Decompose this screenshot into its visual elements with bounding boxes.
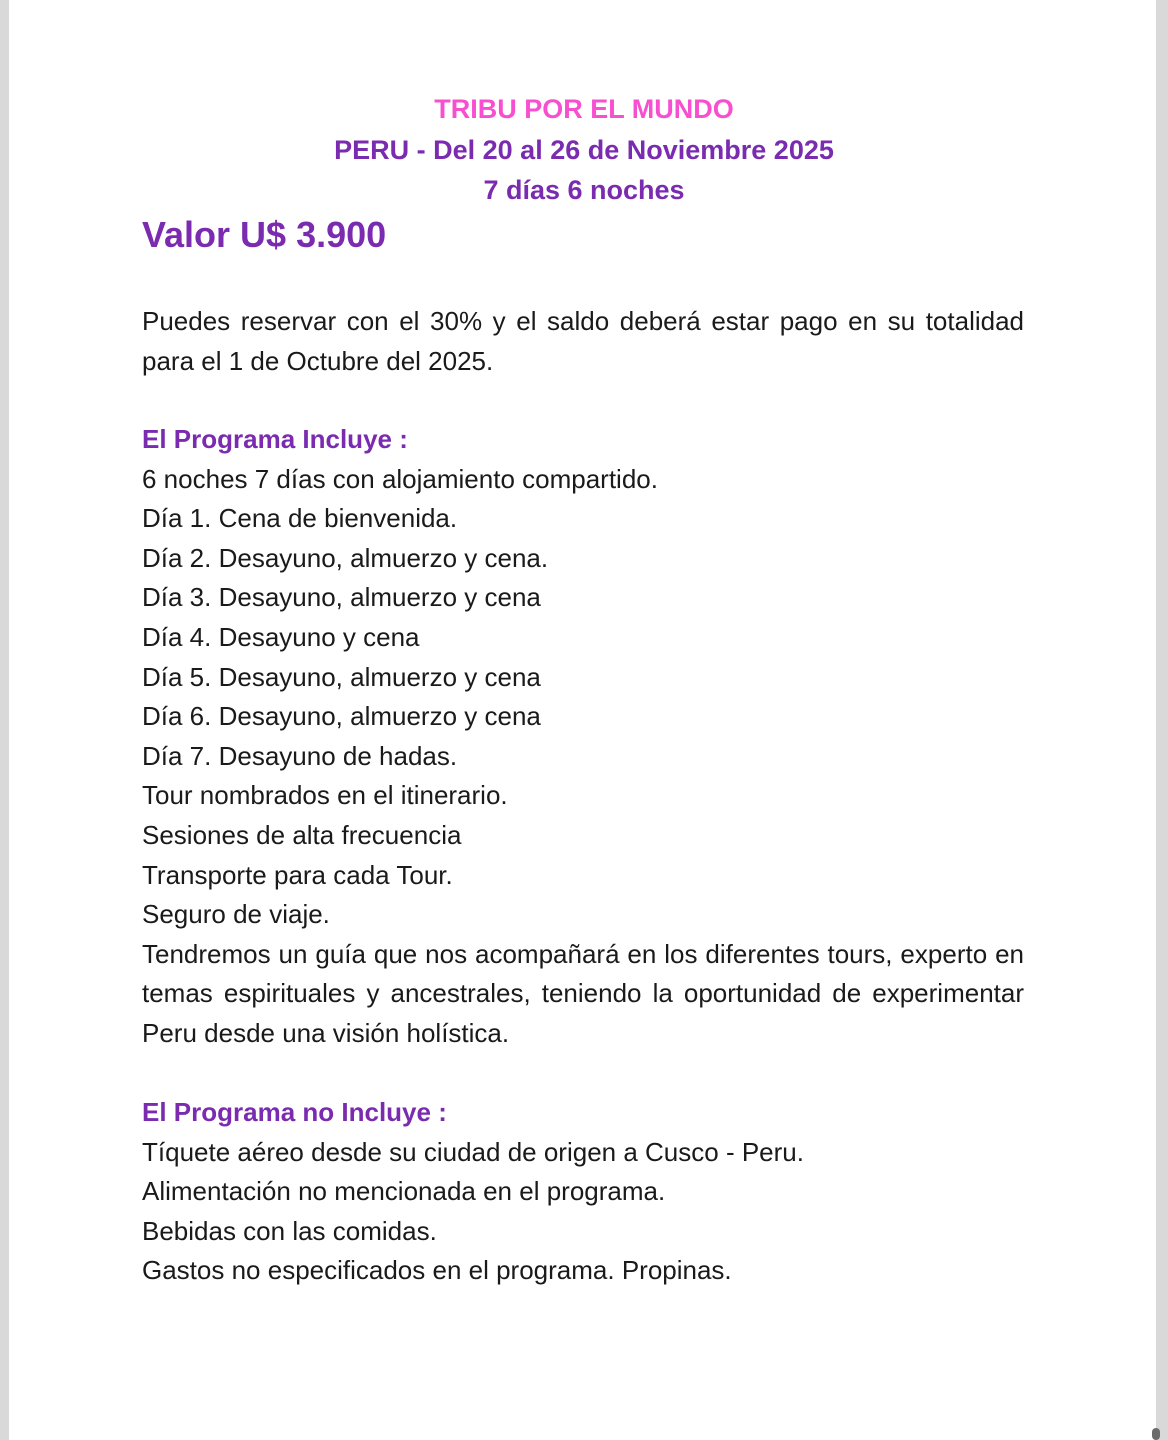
list-item: Día 3. Desayuno, almuerzo y cena [142, 582, 541, 613]
includes-list [142, 460, 1024, 935]
list-item: Día 4. Desayuno y cena [142, 621, 420, 652]
includes-heading: El Programa Incluye : [142, 424, 408, 454]
list-item: Sesiones de alta frecuencia [142, 819, 462, 850]
trip-price: Valor U$ 3.900 [142, 214, 387, 255]
list-item: Seguro de viaje. [142, 899, 330, 930]
includes-section [142, 420, 1024, 1054]
trip-dates: PERU - Del 20 al 26 de Noviembre 2025 [334, 135, 834, 165]
list-item: Bebidas con las comidas. [142, 1215, 437, 1246]
list-item: Transporte para cada Tour. [142, 859, 453, 890]
guide-note: Tendremos un guía que nos acompañará en los diferentes tours, experto en temas espirituales y ancestrales, teniendo la oportunidad de experimentar Peru desde una visión holística. [142, 938, 1024, 1048]
list-item: Alimentación no mencionada en el programa. [142, 1176, 666, 1207]
list-item: Día 1. Cena de bienvenida. [142, 503, 458, 534]
reservation-note: Puedes reservar con el 30% y el saldo deberá estar pago en su totalidad para el 1 de Octubre del 2025. [142, 306, 1024, 376]
list-item: Tíquete aéreo desde su ciudad de origen a Cusco - Peru. [142, 1136, 804, 1167]
list-item: Día 7. Desayuno de hadas. [142, 740, 458, 771]
list-item: Tour nombrados en el itinerario. [142, 780, 508, 811]
list-item: Gastos no especificados en el programa. Propinas. [142, 1255, 732, 1286]
excludes-list [142, 1133, 1024, 1291]
document-title: TRIBU POR EL MUNDO [434, 94, 734, 124]
scrollbar-thumb[interactable] [1152, 1428, 1160, 1440]
list-item: Día 5. Desayuno, almuerzo y cena [142, 661, 541, 692]
list-item: Día 6. Desayuno, almuerzo y cena [142, 701, 541, 732]
trip-duration: 7 días 6 noches [483, 175, 685, 205]
excludes-section [142, 1093, 1024, 1291]
list-item: 6 noches 7 días con alojamiento compartido. [142, 463, 658, 494]
excludes-heading: El Programa no Incluye : [142, 1097, 447, 1127]
list-item: Día 2. Desayuno, almuerzo y cena. [142, 542, 549, 573]
